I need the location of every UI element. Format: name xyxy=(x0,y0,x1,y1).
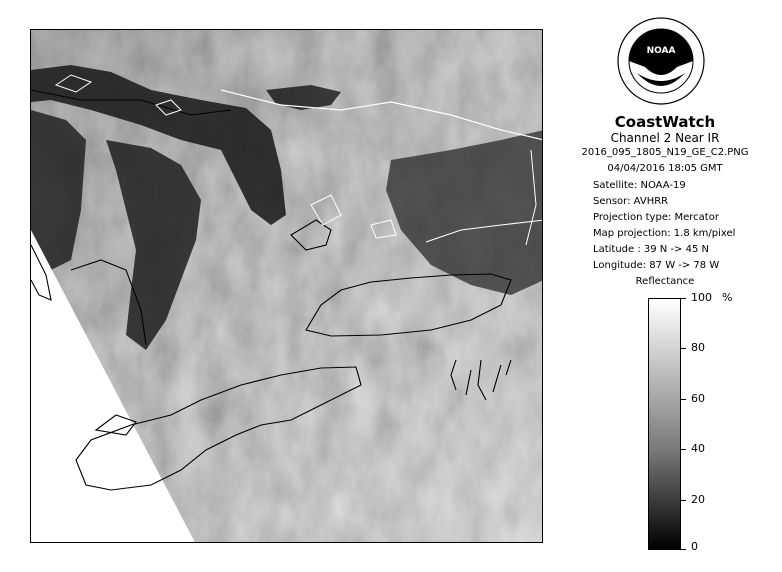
colorbar-tick-label: 40 xyxy=(691,442,705,455)
colorbar-tick xyxy=(681,549,686,550)
colorbar-tick xyxy=(681,399,686,400)
colorbar-tick-label: 60 xyxy=(691,392,705,405)
colorbar-tick xyxy=(681,500,686,501)
satellite-map xyxy=(31,30,543,543)
channel-label: Channel 2 Near IR xyxy=(610,131,720,145)
filename-label: 2016_095_1805_N19_GE_C2.PNG xyxy=(581,147,749,158)
brand-title: CoastWatch xyxy=(614,113,716,131)
colorbar-title: Reflectance xyxy=(635,276,695,287)
meta-satellite: Satellite: NOAA-19 xyxy=(593,180,686,191)
image-swath xyxy=(31,30,543,543)
meta-projection-type: Projection type: Mercator xyxy=(593,212,719,223)
datetime-label: 04/04/2016 18:05 GMT xyxy=(607,163,723,174)
colorbar-tick-label: 100 xyxy=(691,291,712,304)
colorbar-tick xyxy=(681,449,686,450)
colorbar-tick xyxy=(681,348,686,349)
colorbar-unit: % xyxy=(722,291,733,304)
meta-map-projection: Map projection: 1.8 km/pixel xyxy=(593,228,736,239)
noaa-logo xyxy=(617,17,705,105)
meta-longitude: Longitude: 87 W -> 78 W xyxy=(593,260,720,271)
satellite-image xyxy=(30,29,543,543)
colorbar-tick-label: 80 xyxy=(691,341,705,354)
colorbar-tick xyxy=(681,298,686,299)
colorbar-tick-label: 20 xyxy=(691,493,705,506)
meta-latitude: Latitude : 39 N -> 45 N xyxy=(593,244,709,255)
meta-sensor: Sensor: AVHRR xyxy=(593,196,669,207)
reflectance-colorbar xyxy=(648,298,681,550)
logo-center-text: NOAA xyxy=(646,46,676,56)
colorbar-tick-label: 0 xyxy=(691,540,698,553)
